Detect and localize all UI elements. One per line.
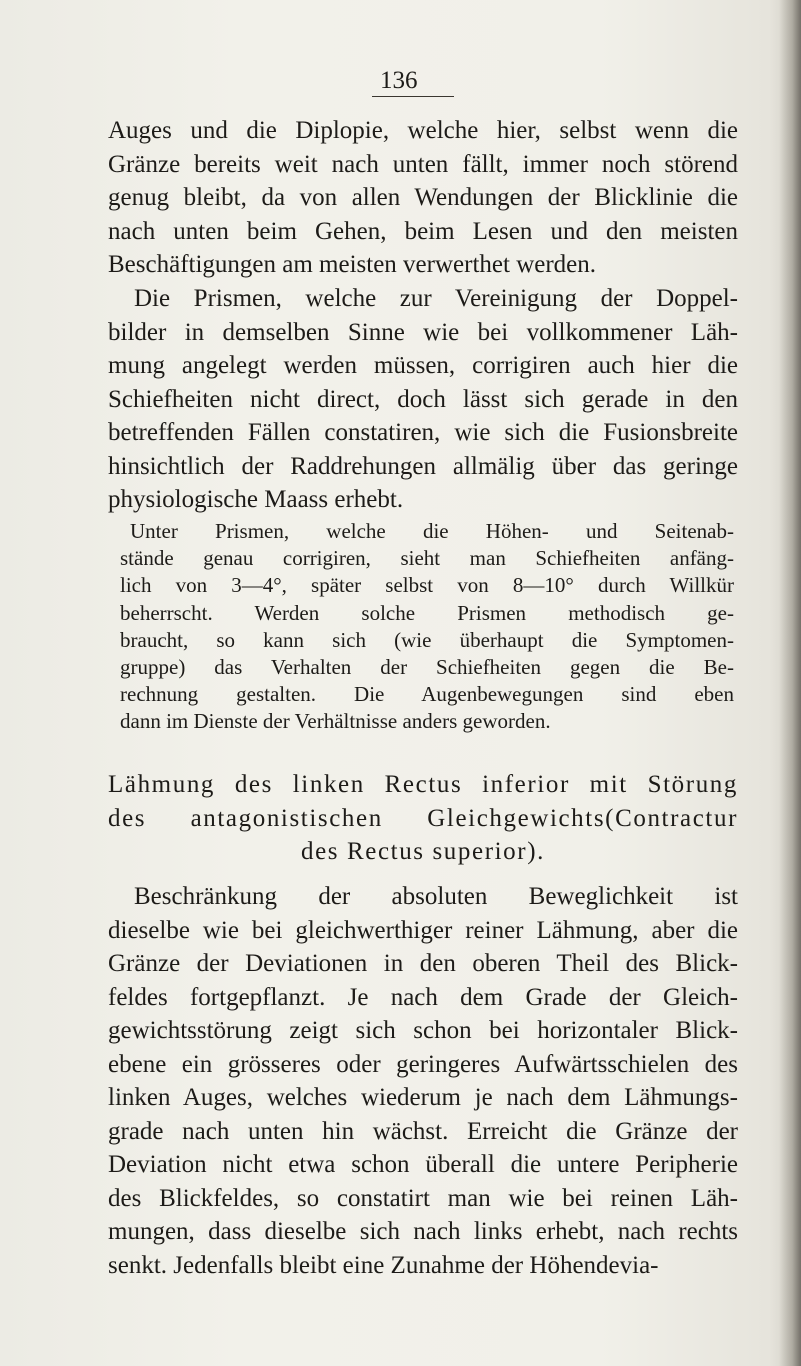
text-line: senkt. Jedenfalls bleibt eine Zunahme der Höhendevia-	[108, 1251, 659, 1279]
heading-line: Lähmung des linken Rectus inferior mit Störung	[108, 771, 738, 798]
small-print-note	[120, 518, 734, 736]
text-line: mung angelegt werden müssen, corrigiren auch hier die	[108, 352, 738, 379]
text-line: dieselbe wie bei gleichwerthiger reiner Lähmung, aber die	[108, 916, 738, 944]
section-heading	[108, 768, 738, 869]
text-line: dann im Dienste der Verhältnisse anders geworden.	[120, 709, 551, 734]
text-line: Beschäftigungen am meisten verwerthet werden.	[108, 251, 597, 278]
text-line: gruppe) das Verhalten der Schiefheiten gegen die Be-	[120, 654, 734, 679]
text-line: gewichtsstörung zeigt sich schon bei horizontaler Blick-	[108, 1017, 738, 1044]
text-line: linken Auges, welches wiederum je nach dem Lähmungs-	[108, 1084, 738, 1111]
text-line: rechnung gestalten. Die Augenbewegungen sind eben	[120, 682, 734, 707]
text-line: stände genau corrigiren, sieht man Schiefheiten anfäng-	[120, 546, 734, 571]
text-line: grade nach unten hin wächst. Erreicht die Gränze der	[108, 1117, 738, 1145]
text-line: Schiefheiten nicht direct, doch lässt sich gerade in den	[108, 385, 738, 413]
page-number: 136	[380, 67, 418, 94]
text-line: Beschränkung der absoluten Beweglichkeit ist	[134, 883, 738, 910]
page-edge-shadow	[779, 0, 801, 1366]
text-line: beherrscht. Werden solche Prismen methodisch ge-	[120, 600, 734, 625]
text-line: hinsichtlich der Raddrehungen allmälig über das geringe	[108, 452, 738, 480]
text-line: Auges und die Diplopie, welche hier, selbst wenn die	[108, 117, 738, 144]
text-line: Gränze der Deviationen in den oberen Theil des Blick-	[108, 950, 738, 977]
text-line: bilder in demselben Sinne wie bei vollkommener Läh-	[108, 318, 738, 346]
heading-line: des antagonistischen Gleichgewichts(Contractur	[108, 804, 738, 832]
text-line: physiologische Maass erhebt.	[108, 486, 404, 513]
text-line: genug bleibt, da von allen Wendungen der Blicklinie die	[108, 184, 738, 211]
text-line: betreffenden Fällen constatiren, wie sich die Fusionsbreite	[108, 419, 738, 446]
heading-line: des Rectus superior).	[301, 838, 545, 865]
paragraph-beschraenkung	[108, 880, 738, 1282]
text-line: Gränze bereits weit nach unten fällt, immer noch störend	[108, 150, 738, 178]
text-line: Die Prismen, welche zur Vereinigung der Doppel-	[134, 285, 738, 312]
text-line: feldes fortgepflanzt. Je nach dem Grade der Gleich-	[108, 983, 738, 1011]
page-number-underline	[372, 96, 454, 97]
text-line: mungen, dass dieselbe sich nach links erhebt, nach rechts	[108, 1218, 738, 1245]
paragraph-continuation	[108, 114, 738, 282]
text-line: Deviation nicht etwa schon überall die untere Peripherie	[108, 1151, 738, 1178]
text-line: lich von 3—4°, später selbst von 8—10° durch Willkür	[120, 573, 734, 598]
text-line: nach unten beim Gehen, beim Lesen und den meisten	[108, 217, 738, 245]
paragraph-prismen	[108, 282, 738, 517]
text-line: Unter Prismen, welche die Höhen- und Seitenab-	[130, 519, 734, 543]
text-line: ebene ein grösseres oder geringeres Aufwärtsschielen des	[108, 1050, 738, 1078]
text-line: des Blickfeldes, so constatirt man wie bei reinen Läh-	[108, 1184, 738, 1212]
text-line: braucht, so kann sich (wie überhaupt die Symptomen-	[120, 627, 734, 652]
